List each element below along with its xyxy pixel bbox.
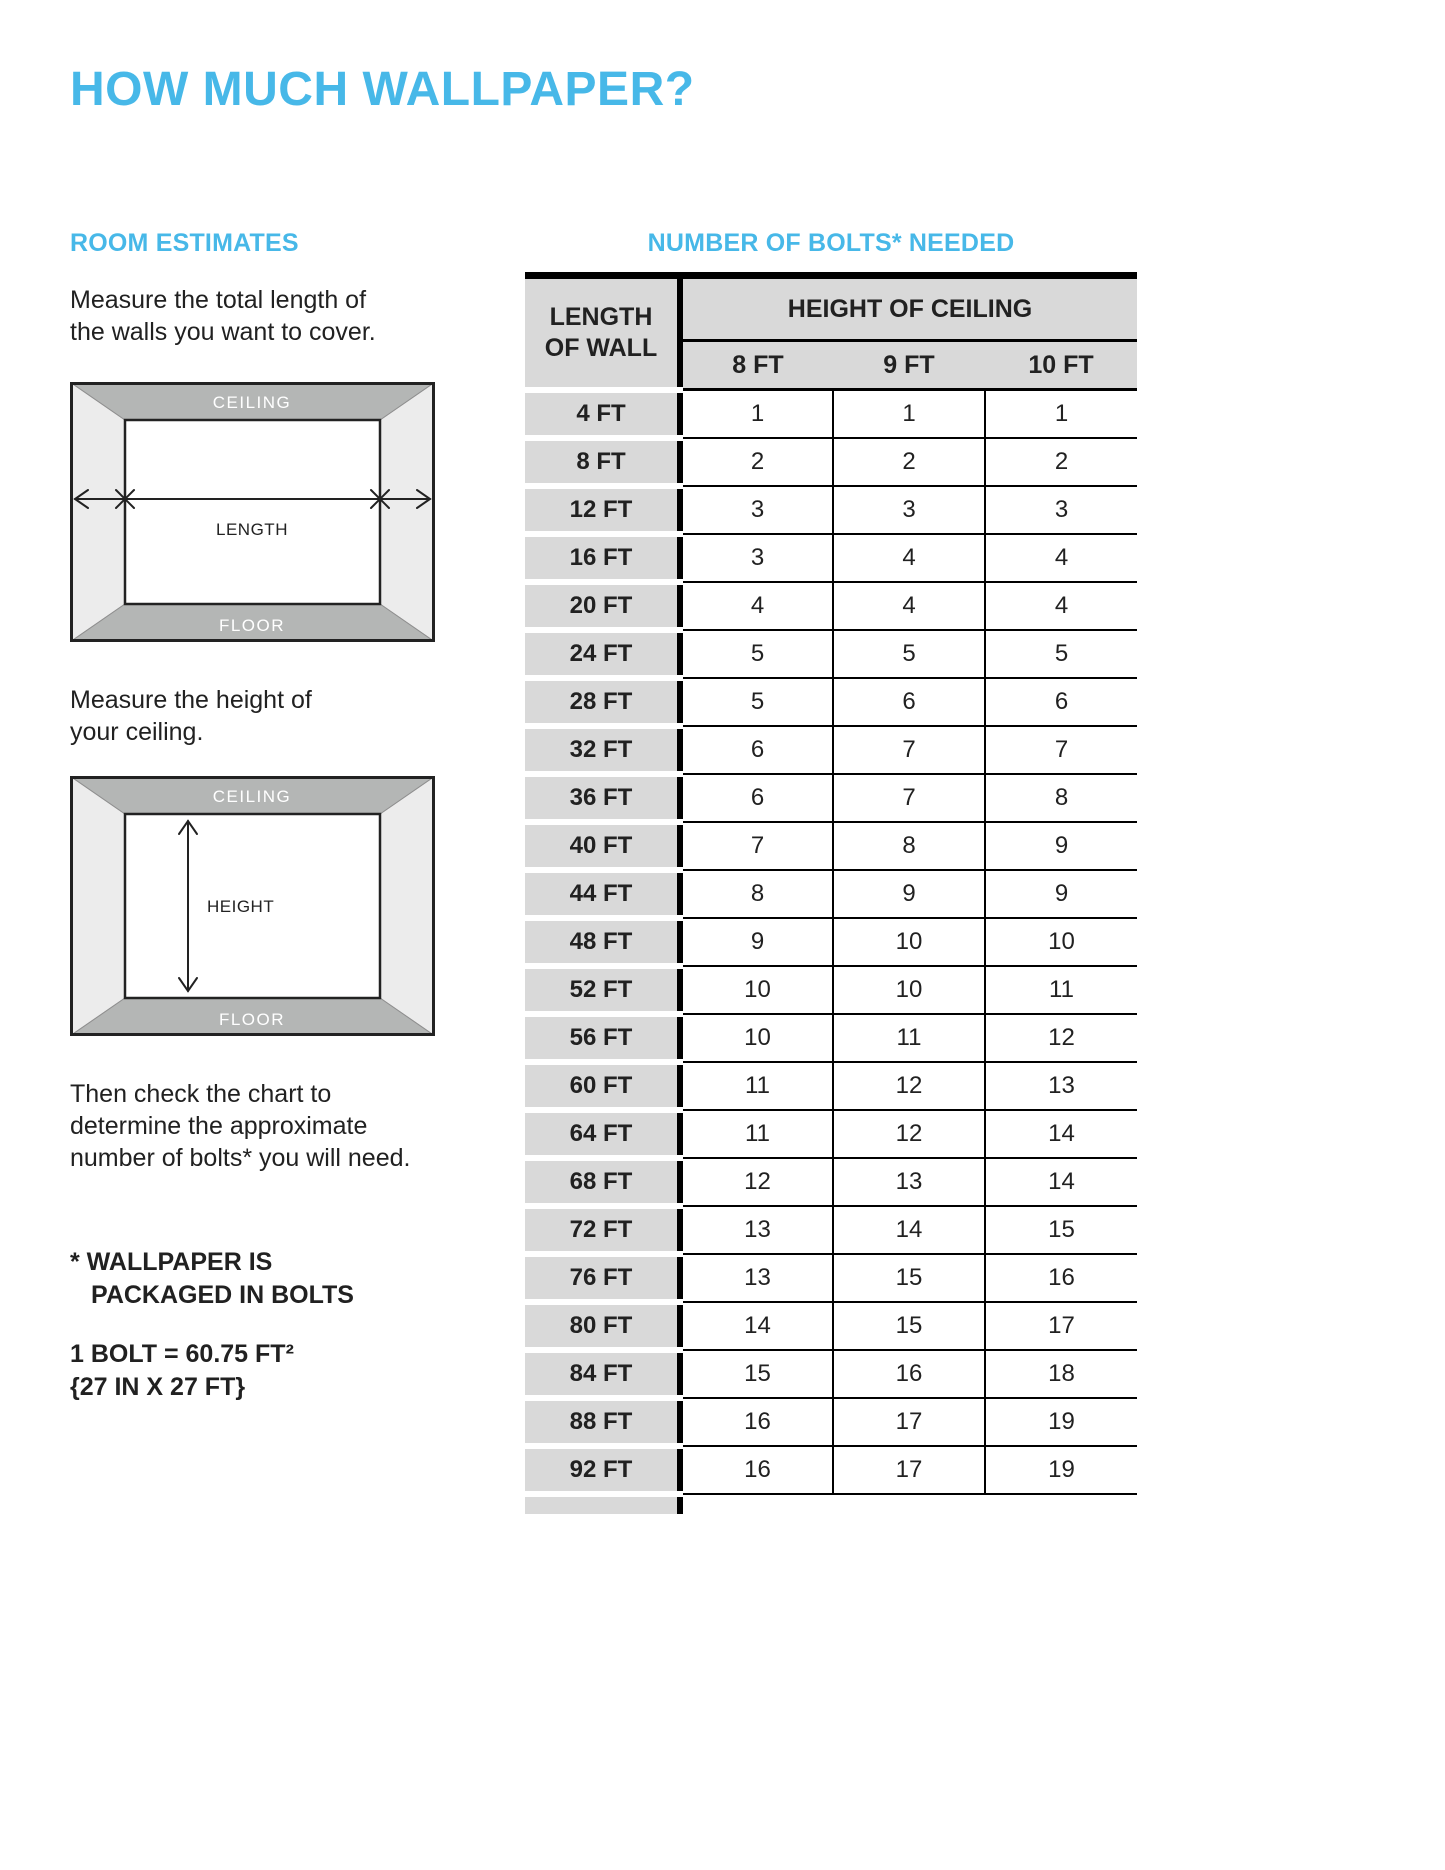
table-row [525,1398,1137,1446]
column-header-9ft: 9 FT [833,341,985,390]
instruction-length-text: Measure the total length of the walls you want to cover. [70,286,376,346]
bolt-count-cell: 5 [680,630,833,678]
bolt-count-cell: 9 [833,870,985,918]
bolt-count-cell: 14 [985,1158,1137,1206]
bolt-count-cell: 7 [680,822,833,870]
bolt-size-line-2: {27 IN X 27 FT} [70,1373,246,1401]
bolt-count-cell: 1 [985,390,1137,438]
table-row [525,390,1137,438]
bolt-count-cell: 19 [985,1446,1137,1494]
bolts-table-body [525,390,1137,1494]
wall-length-cell: 32 FT [525,726,680,774]
table-cap-spacer [680,1494,1137,1514]
bolt-count-cell: 12 [985,1014,1137,1062]
bolt-count-cell: 6 [680,726,833,774]
table-row [525,678,1137,726]
table-row [525,1446,1137,1494]
room-estimates-section [70,229,525,1404]
instruction-chart-text: Then check the chart to determine the approximate number of bolts* you will need. [70,1080,411,1172]
table-row [525,582,1137,630]
wall-length-cell: 36 FT [525,774,680,822]
bolt-count-cell: 10 [680,966,833,1014]
bolt-count-cell: 10 [985,918,1137,966]
bolt-count-cell: 3 [680,486,833,534]
wall-length-cell: 56 FT [525,1014,680,1062]
wallpaper-bolts-footnote [70,1246,525,1312]
bolt-count-cell: 16 [680,1446,833,1494]
wall-length-cell: 40 FT [525,822,680,870]
height-label: HEIGHT [207,897,275,916]
bolt-count-cell: 15 [833,1302,985,1350]
table-row [525,822,1137,870]
bolt-count-cell: 17 [833,1398,985,1446]
back-wall [125,420,380,604]
column-header-8ft: 8 FT [680,341,833,390]
bolt-count-cell: 14 [833,1206,985,1254]
table-row [525,486,1137,534]
bolt-count-cell: 5 [680,678,833,726]
bolt-count-cell: 9 [985,870,1137,918]
bolt-count-cell: 13 [833,1158,985,1206]
bolt-count-cell: 6 [985,678,1137,726]
footnote-line-1: * WALLPAPER IS [70,1248,273,1276]
wall-length-cell: 84 FT [525,1350,680,1398]
bolt-count-cell: 13 [680,1206,833,1254]
table-row [525,870,1137,918]
bolt-count-cell: 12 [833,1110,985,1158]
bolt-count-cell: 3 [680,534,833,582]
table-row [525,534,1137,582]
bolt-count-cell: 8 [985,774,1137,822]
bolt-count-cell: 16 [833,1350,985,1398]
room-height-diagram [70,776,435,1036]
wall-length-cell: 76 FT [525,1254,680,1302]
bolt-count-cell: 11 [680,1062,833,1110]
bolt-count-cell: 4 [985,582,1137,630]
bolt-count-cell: 15 [680,1350,833,1398]
bolt-count-cell: 15 [833,1254,985,1302]
wall-length-cell: 92 FT [525,1446,680,1494]
wall-length-cell: 44 FT [525,870,680,918]
height-of-ceiling-header: HEIGHT OF CEILING [680,276,1137,341]
wall-length-cell: 72 FT [525,1206,680,1254]
wall-length-cell: 24 FT [525,630,680,678]
left-wall [70,776,125,1036]
bolt-count-cell: 17 [985,1302,1137,1350]
bolt-count-cell: 5 [833,630,985,678]
bolt-count-cell: 18 [985,1350,1137,1398]
bolt-size-info [70,1338,525,1404]
wall-length-cell: 60 FT [525,1062,680,1110]
page-title: HOW MUCH WALLPAPER? [70,63,695,116]
table-row [525,438,1137,486]
bolt-count-cell: 13 [985,1062,1137,1110]
wall-length-cell: 64 FT [525,1110,680,1158]
wall-length-cell: 4 FT [525,390,680,438]
wall-length-cell: 28 FT [525,678,680,726]
wall-length-cell: 52 FT [525,966,680,1014]
table-row [525,1254,1137,1302]
table-header-row-group [525,276,1137,341]
wall-length-cell: 68 FT [525,1158,680,1206]
bolt-count-cell: 10 [680,1014,833,1062]
bolt-count-cell: 9 [680,918,833,966]
bolt-count-cell: 3 [833,486,985,534]
bolt-count-cell: 4 [833,534,985,582]
wall-length-cell: 16 FT [525,534,680,582]
ceiling-label: CEILING [212,787,292,806]
bolt-count-cell: 6 [680,774,833,822]
ceiling-label: CEILING [212,393,292,412]
bolt-count-cell: 12 [833,1062,985,1110]
table-row [525,1206,1137,1254]
wall-length-cell: 20 FT [525,582,680,630]
bolt-count-cell: 3 [985,486,1137,534]
bolt-count-cell: 4 [680,582,833,630]
table-row [525,1014,1137,1062]
wall-length-cell: 80 FT [525,1302,680,1350]
bolts-needed-heading: NUMBER OF BOLTS* NEEDED [647,229,1015,257]
wall-length-cell: 88 FT [525,1398,680,1446]
bolt-count-cell: 10 [833,918,985,966]
bolt-count-cell: 16 [680,1398,833,1446]
bolt-count-cell: 10 [833,966,985,1014]
table-row [525,1350,1137,1398]
floor-label: FLOOR [218,1010,286,1029]
right-wall [380,776,435,1036]
bolt-count-cell: 15 [985,1206,1137,1254]
bolt-count-cell: 2 [833,438,985,486]
bolt-count-cell: 7 [833,726,985,774]
table-row [525,774,1137,822]
table-row [525,1062,1137,1110]
wall-length-cell: 48 FT [525,918,680,966]
bolt-count-cell: 5 [985,630,1137,678]
bolt-count-cell: 2 [985,438,1137,486]
bolt-count-cell: 11 [985,966,1137,1014]
room-length-diagram [70,382,435,642]
bolt-count-cell: 14 [680,1302,833,1350]
table-cap [525,1494,680,1514]
bolt-count-cell: 17 [833,1446,985,1494]
table-row [525,918,1137,966]
bolt-count-cell: 13 [680,1254,833,1302]
bolt-count-cell: 1 [680,390,833,438]
bolt-count-cell: 4 [833,582,985,630]
bolt-count-cell: 6 [833,678,985,726]
bolt-count-cell: 14 [985,1110,1137,1158]
content-columns [70,229,1375,1514]
table-row [525,1158,1137,1206]
floor-label: FLOOR [218,616,286,635]
bolt-count-cell: 11 [833,1014,985,1062]
room-estimates-heading: ROOM ESTIMATES [70,229,299,257]
bolt-count-cell: 1 [833,390,985,438]
bolt-count-cell: 19 [985,1398,1137,1446]
column-header-10ft: 10 FT [985,341,1137,390]
right-wall [380,382,435,642]
bolt-count-cell: 12 [680,1158,833,1206]
bolts-needed-section [525,229,1137,1514]
bolt-size-line-1: 1 BOLT = 60.75 FT² [70,1340,294,1368]
table-row [525,726,1137,774]
bolt-count-cell: 4 [985,534,1137,582]
bolt-count-cell: 7 [985,726,1137,774]
bolts-table [525,272,1137,1514]
instruction-height-text: Measure the height of your ceiling. [70,686,312,746]
bolt-count-cell: 8 [833,822,985,870]
table-row [525,1302,1137,1350]
bolt-count-cell: 11 [680,1110,833,1158]
bolt-count-cell: 7 [833,774,985,822]
wall-length-cell: 12 FT [525,486,680,534]
bolt-count-cell: 9 [985,822,1137,870]
length-of-wall-header: LENGTH OF WALL [525,276,680,390]
table-row [525,966,1137,1014]
wall-length-cell: 8 FT [525,438,680,486]
table-row [525,1110,1137,1158]
footnote-line-2: PACKAGED IN BOLTS [91,1281,354,1309]
table-cap-row [525,1494,1137,1514]
bolt-count-cell: 8 [680,870,833,918]
left-wall [70,382,125,642]
bolt-count-cell: 16 [985,1254,1137,1302]
table-row [525,630,1137,678]
bolt-count-cell: 2 [680,438,833,486]
length-label: LENGTH [216,520,288,539]
